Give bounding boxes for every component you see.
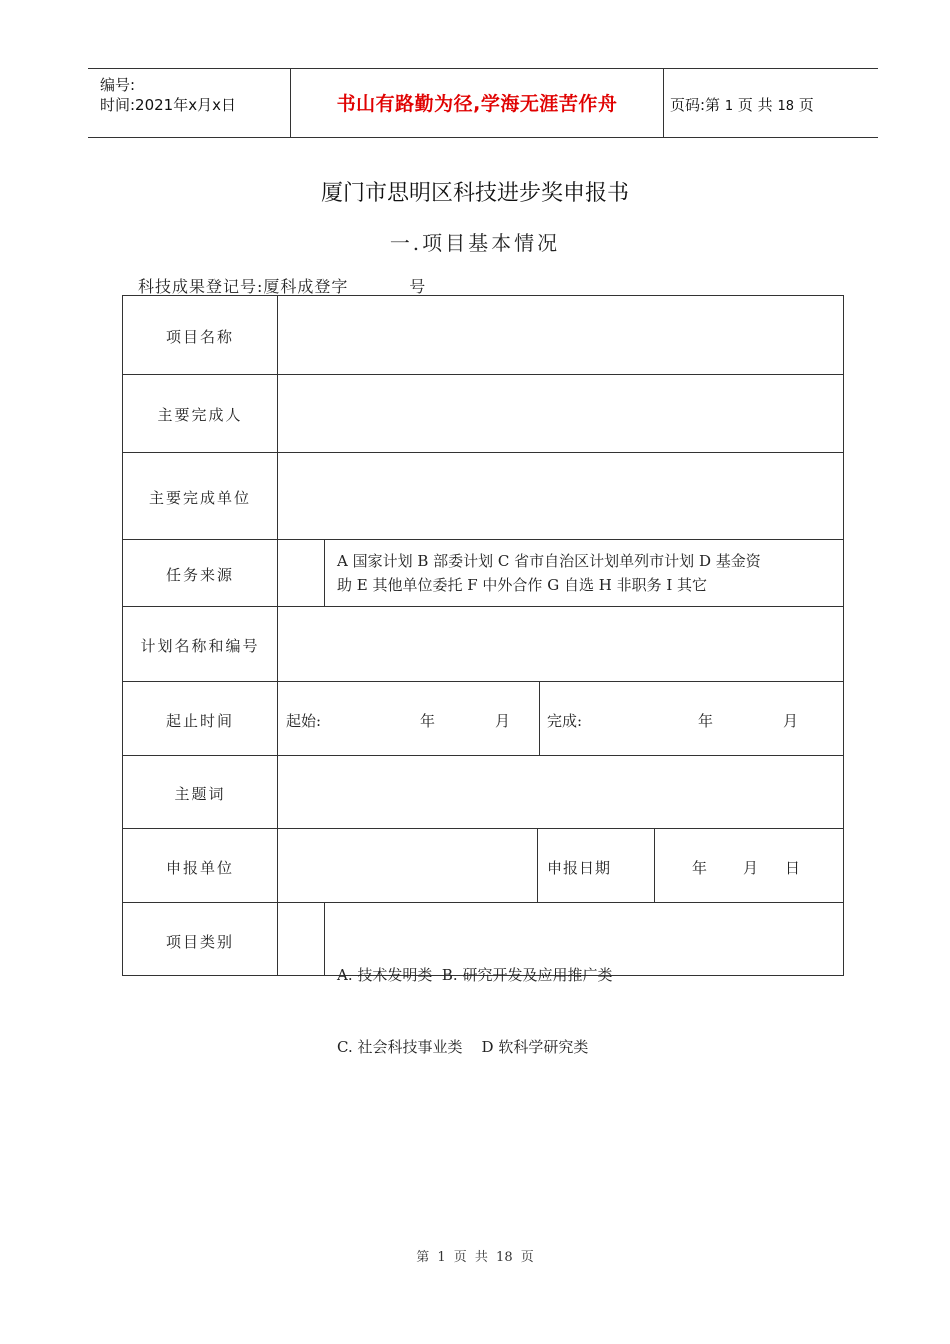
grid-line xyxy=(324,902,325,976)
label-apply-date: 申报日期 xyxy=(547,859,612,877)
page-footer: 第 1 页 共 18 页 xyxy=(416,1250,534,1265)
grid-line xyxy=(123,452,843,453)
apply-month-label: 月 xyxy=(743,859,759,877)
label-main-unit: 主要完成单位 xyxy=(148,489,251,507)
time-label: 时间:2021年x月x日 xyxy=(100,96,236,114)
start-month-label: 月 xyxy=(495,712,511,730)
grid-line xyxy=(123,902,843,903)
header-page-number xyxy=(670,94,814,115)
task-options-line: A 国家计划 B 部委计划 C 省市自治区计划单列市计划 D 基金资 xyxy=(337,552,761,570)
label-period: 起止时间 xyxy=(165,712,234,730)
document-title: 厦门市思明区科技进步奖申报书 xyxy=(320,181,629,206)
apply-day-label: 日 xyxy=(785,859,801,877)
label-project-name: 项目名称 xyxy=(165,328,234,346)
label-keywords: 主题词 xyxy=(174,785,226,803)
label-category: 项目类别 xyxy=(165,933,234,951)
category-line: C. 社会科技事业类 D 软科学研究类 xyxy=(337,1038,589,1056)
header-divider xyxy=(663,69,664,137)
grid-line xyxy=(123,374,843,375)
header-slogan: 书山有路勤为径,学海无涯苦作舟 xyxy=(336,93,618,115)
label-task-source: 任务来源 xyxy=(165,566,234,584)
grid-line xyxy=(123,828,843,829)
page-num: 1 xyxy=(724,99,734,114)
page-total: 18 xyxy=(777,99,795,114)
header-meta xyxy=(100,75,236,115)
grid-line xyxy=(537,828,538,902)
grid-line xyxy=(123,755,843,756)
section-title: 一.项目基本情况 xyxy=(389,231,561,255)
grid-line xyxy=(654,828,655,902)
label-plan-name: 计划名称和编号 xyxy=(140,637,260,655)
finish-month-label: 月 xyxy=(783,712,799,730)
page-suffix: 页 xyxy=(798,96,814,114)
registration-line xyxy=(138,274,426,297)
task-options-line: 助 E 其他单位委托 F 中外合作 G 自选 H 非职务 I 其它 xyxy=(337,576,708,594)
page-mid: 页 共 xyxy=(737,96,773,114)
registration-label: 科技成果登记号:厦科成登字 xyxy=(138,277,349,296)
category-line: A. 技术发明类 B. 研究开发及应用推广类 xyxy=(337,966,613,984)
label-main-person: 主要完成人 xyxy=(157,406,243,424)
document-header xyxy=(88,68,878,138)
page-prefix: 页码:第 xyxy=(670,96,721,114)
code-label: 编号: xyxy=(100,76,136,94)
task-source-options xyxy=(337,549,761,597)
grid-line xyxy=(123,681,843,682)
project-info-form xyxy=(122,295,844,1056)
grid-line xyxy=(123,606,843,607)
category-options xyxy=(337,915,612,1107)
registration-suffix: 号 xyxy=(409,277,427,296)
grid-line xyxy=(277,296,278,976)
apply-year-label: 年 xyxy=(692,859,708,877)
finish-year-label: 年 xyxy=(698,712,714,730)
finish-label: 完成: xyxy=(547,712,583,730)
grid-line xyxy=(324,539,325,606)
start-year-label: 年 xyxy=(420,712,436,730)
label-applicant-unit: 申报单位 xyxy=(165,859,234,877)
grid-line xyxy=(539,681,540,755)
start-label: 起始: xyxy=(286,712,322,730)
grid-line xyxy=(123,539,843,540)
